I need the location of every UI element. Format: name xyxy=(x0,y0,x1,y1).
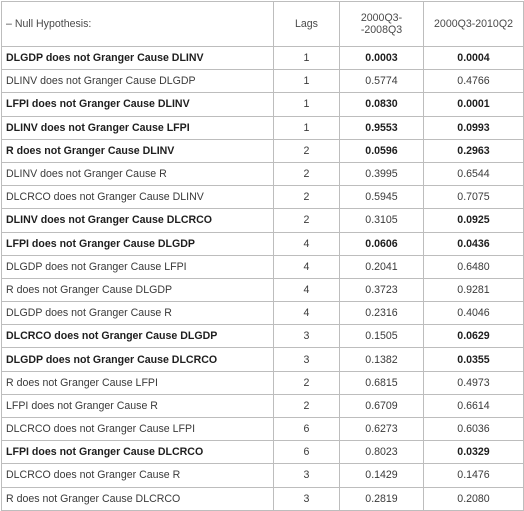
table-row xyxy=(2,116,524,139)
header-lags: Lags xyxy=(274,2,340,47)
cell-lags: 6 xyxy=(274,441,340,464)
cell-p-value-2000q3-2010q2: 0.6480 xyxy=(424,255,524,278)
cell-lags: 4 xyxy=(274,278,340,301)
cell-p-value-2000q3-2010q2: 0.0355 xyxy=(424,348,524,371)
cell-null-hypothesis: DLCRCO does not Granger Cause DLINV xyxy=(2,186,274,209)
cell-lags: 2 xyxy=(274,162,340,185)
cell-p-value-2000q3-2010q2: 0.0436 xyxy=(424,232,524,255)
cell-p-value-2000q3-2010q2: 0.0004 xyxy=(424,47,524,70)
cell-null-hypothesis: DLGDP does not Granger Cause LFPI xyxy=(2,255,274,278)
cell-p-value-2000q3-2010q2: 0.0993 xyxy=(424,116,524,139)
cell-lags: 1 xyxy=(274,70,340,93)
table-row xyxy=(2,278,524,301)
table-row xyxy=(2,348,524,371)
table-row xyxy=(2,209,524,232)
cell-lags: 4 xyxy=(274,302,340,325)
cell-p-value-2000q3-2010q2: 0.6614 xyxy=(424,394,524,417)
cell-p-value-2000q3-2008q3: 0.6709 xyxy=(340,394,424,417)
table-row xyxy=(2,93,524,116)
table-row xyxy=(2,162,524,185)
cell-p-value-2000q3-2010q2: 0.6544 xyxy=(424,162,524,185)
cell-p-value-2000q3-2008q3: 0.0003 xyxy=(340,47,424,70)
cell-null-hypothesis: LFPI does not Granger Cause DLGDP xyxy=(2,232,274,255)
cell-lags: 4 xyxy=(274,232,340,255)
table-row xyxy=(2,186,524,209)
cell-lags: 6 xyxy=(274,418,340,441)
cell-p-value-2000q3-2010q2: 0.7075 xyxy=(424,186,524,209)
table-row xyxy=(2,325,524,348)
cell-lags: 2 xyxy=(274,394,340,417)
cell-null-hypothesis: DLGDP does not Granger Cause DLINV xyxy=(2,47,274,70)
cell-p-value-2000q3-2010q2: 0.4046 xyxy=(424,302,524,325)
cell-null-hypothesis: DLCRCO does not Granger Cause LFPI xyxy=(2,418,274,441)
cell-null-hypothesis: DLINV does not Granger Cause LFPI xyxy=(2,116,274,139)
cell-p-value-2000q3-2010q2: 0.2963 xyxy=(424,139,524,162)
cell-null-hypothesis: DLINV does not Granger Cause DLCRCO xyxy=(2,209,274,232)
table-row xyxy=(2,302,524,325)
cell-p-value-2000q3-2010q2: 0.4766 xyxy=(424,70,524,93)
cell-lags: 1 xyxy=(274,116,340,139)
header-period-1-text: 2000Q3- -2008Q3 xyxy=(360,12,403,36)
cell-lags: 2 xyxy=(274,209,340,232)
table-row xyxy=(2,371,524,394)
table-row xyxy=(2,139,524,162)
cell-p-value-2000q3-2010q2: 0.0629 xyxy=(424,325,524,348)
cell-p-value-2000q3-2008q3: 0.1505 xyxy=(340,325,424,348)
cell-lags: 3 xyxy=(274,487,340,510)
cell-null-hypothesis: LFPI does not Granger Cause R xyxy=(2,394,274,417)
cell-p-value-2000q3-2008q3: 0.5774 xyxy=(340,70,424,93)
cell-p-value-2000q3-2008q3: 0.6815 xyxy=(340,371,424,394)
header-period-2000q3-2008q3 xyxy=(340,2,424,47)
table-row xyxy=(2,441,524,464)
cell-null-hypothesis: DLINV does not Granger Cause DLGDP xyxy=(2,70,274,93)
cell-p-value-2000q3-2008q3: 0.3995 xyxy=(340,162,424,185)
cell-p-value-2000q3-2008q3: 0.0596 xyxy=(340,139,424,162)
cell-p-value-2000q3-2008q3: 0.1382 xyxy=(340,348,424,371)
cell-null-hypothesis: R does not Granger Cause DLCRCO xyxy=(2,487,274,510)
table-row xyxy=(2,232,524,255)
table-body xyxy=(2,47,524,511)
cell-p-value-2000q3-2010q2: 0.0001 xyxy=(424,93,524,116)
table-row xyxy=(2,418,524,441)
cell-p-value-2000q3-2008q3: 0.3723 xyxy=(340,278,424,301)
cell-lags: 3 xyxy=(274,348,340,371)
cell-lags: 3 xyxy=(274,464,340,487)
table-row xyxy=(2,70,524,93)
table-row xyxy=(2,47,524,70)
cell-p-value-2000q3-2008q3: 0.0606 xyxy=(340,232,424,255)
cell-null-hypothesis: DLINV does not Granger Cause R xyxy=(2,162,274,185)
cell-p-value-2000q3-2010q2: 0.4973 xyxy=(424,371,524,394)
cell-p-value-2000q3-2008q3: 0.2819 xyxy=(340,487,424,510)
cell-p-value-2000q3-2008q3: 0.8023 xyxy=(340,441,424,464)
cell-lags: 1 xyxy=(274,47,340,70)
cell-lags: 1 xyxy=(274,93,340,116)
cell-lags: 2 xyxy=(274,139,340,162)
table-row xyxy=(2,394,524,417)
cell-null-hypothesis: DLGDP does not Granger Cause DLCRCO xyxy=(2,348,274,371)
header-null-hypothesis: – Null Hypothesis: xyxy=(2,2,274,47)
cell-p-value-2000q3-2008q3: 0.2041 xyxy=(340,255,424,278)
cell-null-hypothesis: R does not Granger Cause DLINV xyxy=(2,139,274,162)
cell-null-hypothesis: R does not Granger Cause DLGDP xyxy=(2,278,274,301)
cell-lags: 2 xyxy=(274,371,340,394)
cell-p-value-2000q3-2008q3: 0.6273 xyxy=(340,418,424,441)
cell-lags: 4 xyxy=(274,255,340,278)
cell-p-value-2000q3-2008q3: 0.1429 xyxy=(340,464,424,487)
cell-p-value-2000q3-2010q2: 0.2080 xyxy=(424,487,524,510)
cell-p-value-2000q3-2010q2: 0.9281 xyxy=(424,278,524,301)
table-header-row xyxy=(2,2,524,47)
cell-lags: 2 xyxy=(274,186,340,209)
table-row xyxy=(2,487,524,510)
cell-p-value-2000q3-2008q3: 0.0830 xyxy=(340,93,424,116)
cell-p-value-2000q3-2008q3: 0.5945 xyxy=(340,186,424,209)
cell-lags: 3 xyxy=(274,325,340,348)
cell-p-value-2000q3-2008q3: 0.2316 xyxy=(340,302,424,325)
cell-null-hypothesis: DLGDP does not Granger Cause R xyxy=(2,302,274,325)
table-row xyxy=(2,464,524,487)
cell-null-hypothesis: R does not Granger Cause LFPI xyxy=(2,371,274,394)
cell-p-value-2000q3-2010q2: 0.6036 xyxy=(424,418,524,441)
cell-null-hypothesis: LFPI does not Granger Cause DLCRCO xyxy=(2,441,274,464)
cell-p-value-2000q3-2008q3: 0.3105 xyxy=(340,209,424,232)
granger-causality-table xyxy=(1,1,524,511)
header-period-2000q3-2010q2: 2000Q3-2010Q2 xyxy=(424,2,524,47)
cell-p-value-2000q3-2010q2: 0.0329 xyxy=(424,441,524,464)
cell-p-value-2000q3-2010q2: 0.1476 xyxy=(424,464,524,487)
cell-null-hypothesis: DLCRCO does not Granger Cause DLGDP xyxy=(2,325,274,348)
table-row xyxy=(2,255,524,278)
cell-null-hypothesis: LFPI does not Granger Cause DLINV xyxy=(2,93,274,116)
cell-null-hypothesis: DLCRCO does not Granger Cause R xyxy=(2,464,274,487)
cell-p-value-2000q3-2008q3: 0.9553 xyxy=(340,116,424,139)
cell-p-value-2000q3-2010q2: 0.0925 xyxy=(424,209,524,232)
